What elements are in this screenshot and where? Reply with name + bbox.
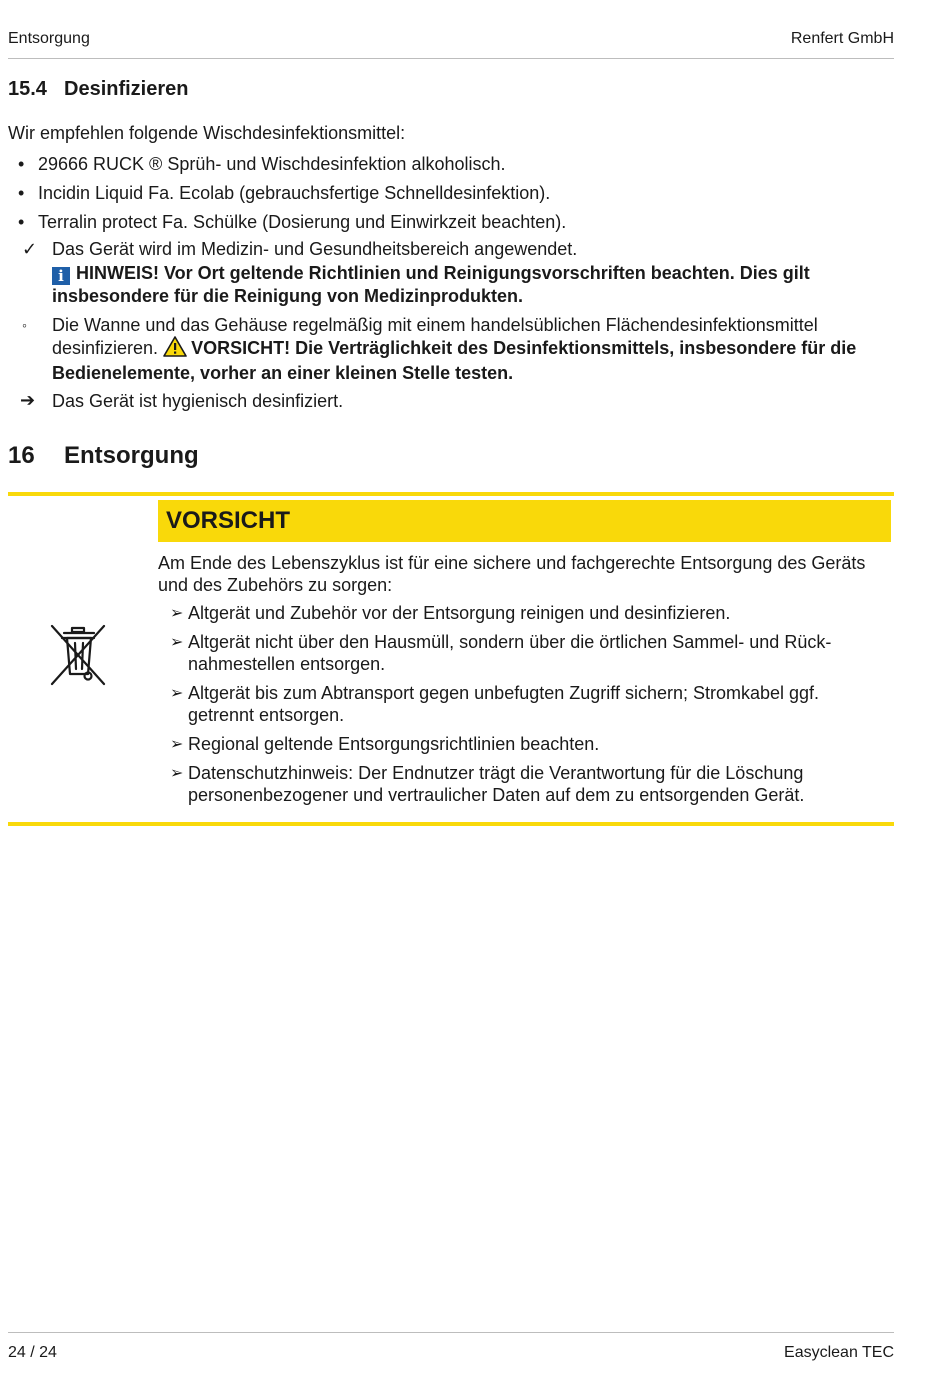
disposal-list <box>170 602 890 813</box>
header-chapter: Entsorgung <box>8 30 90 47</box>
list-item: ➢ Regional geltende Entsorgungsrichtlinien beachten. <box>170 734 600 754</box>
product-name: Easyclean TEC <box>784 1344 894 1361</box>
page-header <box>8 28 894 59</box>
action-text: Die Wanne und das Gehäuse regelmäßig mit einem handelsüblichen Flächendesinfektionsmittel desinfizieren. <box>52 315 818 358</box>
result-step <box>8 390 894 412</box>
list-item: ➢ Altgerät bis zum Abtransport gegen unbefugten Zugriff sichern; Stromkabel ggf. getrennt entsorgen. <box>170 683 820 725</box>
section-title: Entsorgung <box>64 442 199 469</box>
result-text: Das Gerät ist hygienisch desinfiziert. <box>52 391 344 411</box>
list-item: ➢ Altgerät und Zubehör vor der Entsorgung reinigen und desinfizieren. <box>170 603 731 623</box>
section-title: Desinfizieren <box>64 78 189 100</box>
crossed-out-wheelie-bin-icon <box>48 624 108 691</box>
list-item: • Terralin protect Fa. Schülke (Dosierung und Einwirkzeit beachten). <box>8 208 566 237</box>
document-page <box>8 0 894 1378</box>
section-heading-15-4 <box>8 78 188 101</box>
circle-bullet-icon: ◦ <box>22 317 27 333</box>
precondition-step <box>8 238 894 307</box>
bullet-icon: • <box>18 154 25 174</box>
warning-icon <box>163 336 187 362</box>
result-arrow-icon: ➔ <box>20 390 36 411</box>
page-footer <box>8 1332 894 1363</box>
list-item: ➢ Datenschutzhinweis: Der Endnutzer trägt die Verantwortung für die Löschung personenbezogener und vertraulicher Daten auf dem zu entsorgenden Gerät. <box>170 763 805 805</box>
page-number: 24 / 24 <box>8 1344 57 1361</box>
arrowhead-icon: ➢ <box>170 603 184 622</box>
disinfectant-list <box>8 150 566 237</box>
warning-text: VORSICHT! Die Verträglichkeit des Desinfektionsmittels, insbesondere für die Bedienelemente, vorher an einer kleinen Stelle testen. <box>52 338 857 383</box>
info-icon: i <box>52 267 70 285</box>
arrowhead-icon: ➢ <box>170 632 184 651</box>
header-company: Renfert GmbH <box>790 30 894 47</box>
arrowhead-icon: ➢ <box>170 734 184 753</box>
list-item: • Incidin Liquid Fa. Ecolab (gebrauchsfertige Schnelldesinfektion). <box>8 179 566 208</box>
note-hint <box>52 262 894 307</box>
intro-text: Wir empfehlen folgende Wischdesinfektionsmittel: <box>8 123 406 143</box>
list-item: ➢ Altgerät nicht über den Hausmüll, sondern über die örtlichen Sammel- und Rück-nahmestellen entsorgen. <box>170 632 832 674</box>
arrowhead-icon: ➢ <box>170 763 184 782</box>
action-step <box>8 314 894 384</box>
caution-title: VORSICHT <box>158 500 891 542</box>
section-number: 16 <box>8 442 35 469</box>
caution-box <box>8 492 894 826</box>
note-text: HINWEIS! Vor Ort geltende Richtlinien und Reinigungsvorschriften beachten. Dies gilt insbesondere für die Reinigung von Medizinprodukten. <box>52 263 810 306</box>
caution-intro: Am Ende des Lebenszyklus ist für eine sichere und fachgerechte Entsorgung des Geräts und des Zubehörs zu sorgen: <box>158 553 866 595</box>
checkmark-icon: ✓ <box>22 239 38 259</box>
section-heading-16 <box>8 442 199 470</box>
precondition-text: Das Gerät wird im Medizin- und Gesundheitsbereich angewendet. <box>52 239 578 259</box>
bullet-icon: • <box>18 212 25 232</box>
arrowhead-icon: ➢ <box>170 683 184 702</box>
section-number: 15.4 <box>8 78 47 100</box>
bullet-icon: • <box>18 183 25 203</box>
list-item: • 29666 RUCK ® Sprüh- und Wischdesinfektion alkoholisch. <box>8 150 566 179</box>
